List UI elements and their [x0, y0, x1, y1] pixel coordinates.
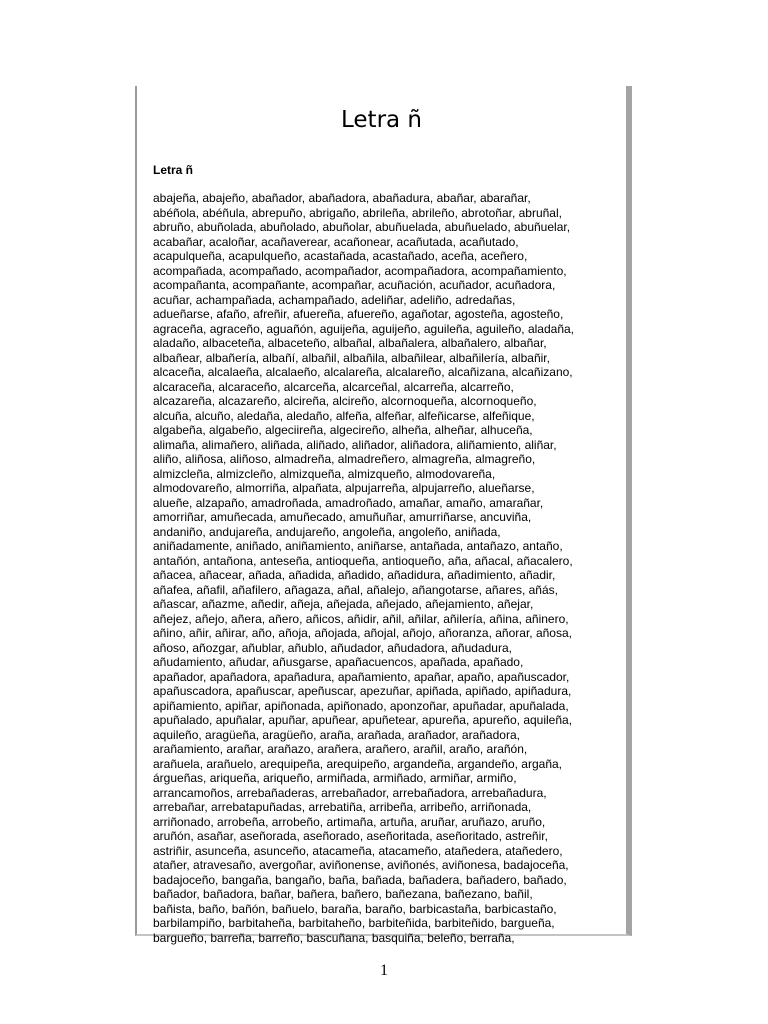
word-list-line: alcuña, alcuño, aledaña, aledaño, alfeña, alfeñar, alfeñicarse, alfeñique, — [153, 408, 535, 423]
page-title: Letra ñ — [340, 107, 423, 133]
word-list-line: antañón, antañona, anteseña, antioqueña, antioqueño, aña, añacal, añacalero, — [153, 553, 573, 568]
word-list-line: andaniño, andujareña, andujareño, angoleña, angoleño, aniñada, — [153, 524, 501, 539]
word-list-line: barbilampiño, barbitaheña, barbitaheño, barbiteñida, barbiteñido, bargueña, — [153, 916, 555, 930]
word-list-line: almodovareño, almorriña, alpañata, alpujarreña, alpujarreño, alueñarse, — [153, 481, 535, 495]
word-list — [153, 191, 625, 945]
word-list-line: algabeña, algabeño, algeciireña, algecireño, alheña, alheñar, alhuceña, — [153, 423, 533, 437]
word-list-line: añudamiento, añudar, añusgarse, apañacuencos, apañada, apañado, — [153, 655, 524, 669]
page-number: 1 — [380, 962, 388, 979]
word-list-line: alcazareña, alcazareño, alcireña, alcireño, alcornoqueña, alcornoqueño, — [153, 394, 537, 408]
word-list-line: astriñir, asunceña, asunceño, atacameña, atacameño, atañedera, atañedero, — [153, 843, 563, 858]
word-list-line: abéñola, abéñula, abrepuño, abrigaño, abrileña, abrileño, abrotoñar, abruñal, — [153, 205, 562, 220]
word-list-line: acapulqueña, acapulqueño, acastañada, acastañado, aceña, aceñero, — [153, 249, 528, 263]
word-list-line: arriñonado, arrobeña, arrobeño, artimaña, artuña, aruñar, aruñazo, aruño, — [153, 814, 546, 829]
word-list-line: almizcleña, almizcleño, almizqueña, almizqueño, almodovareña, — [153, 466, 496, 481]
word-list-line: abruño, abuñolada, abuñolado, abuñolar, abuñuelada, abuñuelado, abuñuelar, — [153, 220, 571, 234]
word-list-line: arañamiento, arañar, arañazo, arañera, arañero, arañil, araño, arañón, — [153, 742, 528, 756]
word-list-line: adueñarse, afaño, afreñir, afuereña, afuereño, agañotar, agosteña, agosteño, — [153, 307, 564, 321]
section-heading: Letra ñ — [153, 163, 194, 177]
word-list-line: agraceña, agraceño, aguañón, aguijeña, aguijeño, aguileña, aguileño, aladaña, — [153, 321, 575, 336]
word-list-line: alimaña, alimañero, aliñada, aliñado, aliñador, aliñadora, aliñamiento, aliñar, — [153, 437, 557, 452]
word-list-line: aruñón, asañar, aseñorada, aseñorado, aseñoritada, aseñoritado, astreñir, — [153, 829, 548, 843]
word-list-line: añino, añir, añirar, año, añoja, añojada, añojal, añojo, añoranza, añorar, añosa, — [153, 626, 572, 640]
word-list-line: apañador, apañadora, apañadura, apañamiento, apañar, apaño, apañuscador, — [153, 669, 570, 684]
word-list-line: apiñamiento, apiñar, apiñonada, apiñonado, aponzoñar, apuñadar, apuñalada, — [153, 698, 569, 713]
word-list-line: acompañanta, acompañante, acompañar, acuñación, acuñador, acuñadora, — [153, 278, 556, 292]
word-list-line: aniñadamente, aniñado, aniñamiento, aniñarse, antañada, antañazo, antaño, — [153, 539, 563, 553]
word-list-line: arrancamoños, arrebañaderas, arrebañador, arrebañadora, arrebañadura, — [153, 785, 547, 800]
word-list-line: acabañar, acaloñar, acañaverear, acañonear, acañutada, acañutado, — [153, 234, 519, 249]
word-list-line: arrebañar, arrebatapuñadas, arrebatiña, arribeña, arribeño, arriñonada, — [153, 800, 532, 814]
word-list-line: aladaño, albaceteña, albaceteño, albañal, albañalera, albañalero, albañar, — [153, 336, 547, 350]
word-list-line: arañuela, arañuelo, arequipeña, arequipeño, argandeña, argandeño, argaña, — [153, 756, 562, 771]
word-list-line: añascar, añazme, añedir, añeja, añejada, añejado, añejamiento, añejar, — [153, 597, 534, 611]
word-list-line: alcaceña, alcalaeña, alcalaeño, alcalareña, alcalareño, alcañizana, alcañizano, — [153, 365, 573, 379]
word-list-line: bañador, bañadora, bañar, bañera, bañero, bañezana, bañezano, bañil, — [153, 887, 533, 901]
word-list-line: alueñe, alzapaño, amadroñada, amadroñado, amañar, amaño, amarañar, — [153, 495, 544, 510]
word-list-line: albañear, albañería, albañí, albañil, albañila, albañilear, albañilería, albañir, — [153, 350, 550, 365]
word-list-line: aquileño, aragüeña, aragüeño, araña, arañada, arañador, arañadora, — [153, 727, 520, 742]
word-list-line: acompañada, acompañado, acompañador, acompañadora, acompañamiento, — [153, 263, 567, 278]
word-list-line: bargueño, barreña, barreño, bascuñana, basquiña, beleño, berraña, — [153, 930, 515, 945]
word-list-line: añejez, añejo, añera, añero, añicos, añidir, añil, añilar, añilería, añina, añinero, — [153, 611, 569, 626]
word-list-line: añoso, añozgar, añublar, añublo, añudador, añudadora, añudadura, — [153, 640, 512, 655]
document-page — [135, 86, 632, 945]
word-list-line: añacea, añacear, añada, añadida, añadido, añadidura, añadimiento, añadir, — [153, 568, 556, 582]
word-list-line: aliño, aliñosa, aliñoso, almadreña, almadreñero, almagreña, almagreño, — [153, 452, 536, 466]
word-list-line: alcaraceña, alcaraceño, alcarceña, alcarceñal, alcarreña, alcarreño, — [153, 379, 514, 394]
word-list-line: bañista, baño, bañón, bañuelo, baraña, baraño, barbicastaña, barbicastaño, — [153, 901, 557, 916]
word-list-line: apañuscadora, apañuscar, apeñuscar, apezuñar, apiñada, apiñado, apiñadura, — [153, 684, 572, 698]
word-list-line: árgueñas, ariqueña, ariqueño, armiñada, armiñado, armiñar, armiño, — [153, 771, 517, 785]
word-list-line: añafea, añafil, añafilero, añagaza, añal, añalejo, añangotarse, añares, añás, — [153, 582, 558, 597]
word-list-line: amorriñar, amuñecada, amuñecado, amuñuñar, amurriñarse, ancuviña, — [153, 510, 532, 524]
word-list-line: badajoceño, bangaña, bangaño, baña, bañada, bañadera, bañadero, bañado, — [153, 872, 567, 887]
word-list-line: abajeña, abajeño, abañador, abañadora, abañadura, abañar, abarañar, — [153, 191, 531, 205]
word-list-line: apuñalado, apuñalar, apuñar, apuñear, apuñetear, apureña, apureño, aquileña, — [153, 713, 573, 727]
word-list-line: acuñar, achampañada, achampañado, adeliñar, adeliño, adredañas, — [153, 292, 516, 307]
word-list-line: atañer, atravesaño, avergoñar, aviñonense, aviñonés, aviñonesa, badajoceña, — [153, 858, 569, 872]
